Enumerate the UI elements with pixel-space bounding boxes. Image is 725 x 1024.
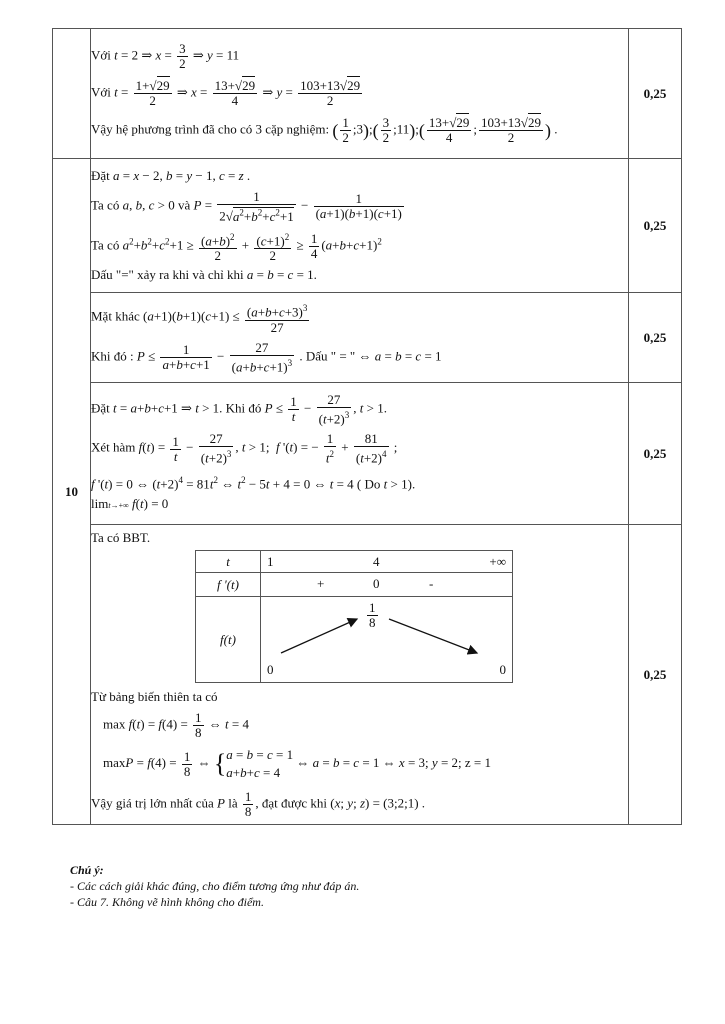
notes-title: Chú ý: (70, 863, 104, 877)
row4-content: Đặt t = a+b+c+1 ⇒ t > 1. Khi đó P ≤ $\frac{1}{t}$ − $\frac{27}{(t+2)^3}$ , t > 1. Xét hàm f(t) = $\frac{1}{t}$ − $\frac{27}{(t+2)^3}$ , t > 1; f '(t) = − $\frac{1}{t^2}$ + $\frac{81}{(t+2)^4}$ ; f '(t) = 0 ⇔ $(t+2)^4 = 81t^2$ ⇔ $t^2 - 5t + 4 = 0$ ⇔ t = 4 ( Do t > 1). limt→+∞ f(t) = 0 (91, 383, 629, 525)
variation-table: t 1 4 +∞ f '(t) + 0 - f(t) $\frac{1}{8}$ 0 0 (195, 550, 513, 683)
note-item: - Câu 7. Không vẽ hình không cho điểm. (70, 895, 264, 909)
row3-content: Mặt khác (a+1)(b+1)(c+1) ≤ $\frac{(a+b+c+3)^3}{27}$ Khi đó : P ≤ $\frac{1}{a+b+c+1}$ − $\frac{27}{(a+b+c+1)^3}$ . Dấu " = " ⇔ a = b = c = 1 (91, 293, 629, 383)
notes-section (70, 862, 359, 910)
row5-content: Ta có BBT. t 1 4 +∞ f '(t) + 0 - f(t) $\frac{1}{8}$ 0 0 Từ bảng biến thiên ta có max f(t) = f(4) = $\frac{1}{8}$ ⇔ t = 4 maxP = f(4) = $\frac{1}{8}$ ⇔ { a = b = c = 1 a+b+c = 4 ⇔ a = b = c = 1 ⇔ x = 3; y = 2; z = 1 Vậy giá trị lớn nhất của P là $\frac{1}{8}$ , đạt được khi (x; y; z) = (3;2;1) . (91, 525, 629, 825)
variation-arrows (261, 597, 511, 683)
score-2: 0,25 (629, 159, 682, 293)
score-4: 0,25 (629, 383, 682, 525)
row2-content: Đặt a = x − 2, b = y − 1, c = z . Ta có a, b, c > 0 và P = $\frac{1}{2√a^2+b^2+c^2+1}$ − $\frac{1}{(a+1)(b+1)(c+1)}$ Ta có $a^2+b^2+c^2+1$ ≥ $\frac{(a+b)^2}{2}$ + $\frac{(c+1)^2}{2}$ ≥ $\frac{1}{4}$ $(a+b+c+1)^2$ Dấu "=" xảy ra khi và chỉ khi a = b = c = 1. (91, 159, 629, 293)
question-cell-empty (53, 29, 91, 159)
score-5: 0,25 (629, 525, 682, 825)
score-1: 0,25 (629, 29, 682, 159)
answer-table (52, 28, 682, 825)
question-number: 10 (53, 159, 91, 825)
note-item: - Các cách giải khác đúng, cho điểm tương ứng như đáp án. (70, 879, 360, 893)
score-3: 0,25 (629, 293, 682, 383)
row1-content: Với t = 2 ⇒ x = $\frac{3}{2}$ ⇒ y = 11 Với t = $\frac{1+√29}{2}$ ⇒ x = $\frac{13+√29}{4}$ ⇒ y = $\frac{103+13√29}{2}$ Vậy hệ phương trình đã cho có 3 cặp nghiệm: ( $\frac{1}{2}$ ;3);( $\frac{3}{2}$ ;11);( $\frac{13+√29}{4}$ ; $\frac{103+13√29}{2}$ ) . (91, 29, 629, 159)
bbt-intro: Ta có BBT. (91, 530, 151, 545)
